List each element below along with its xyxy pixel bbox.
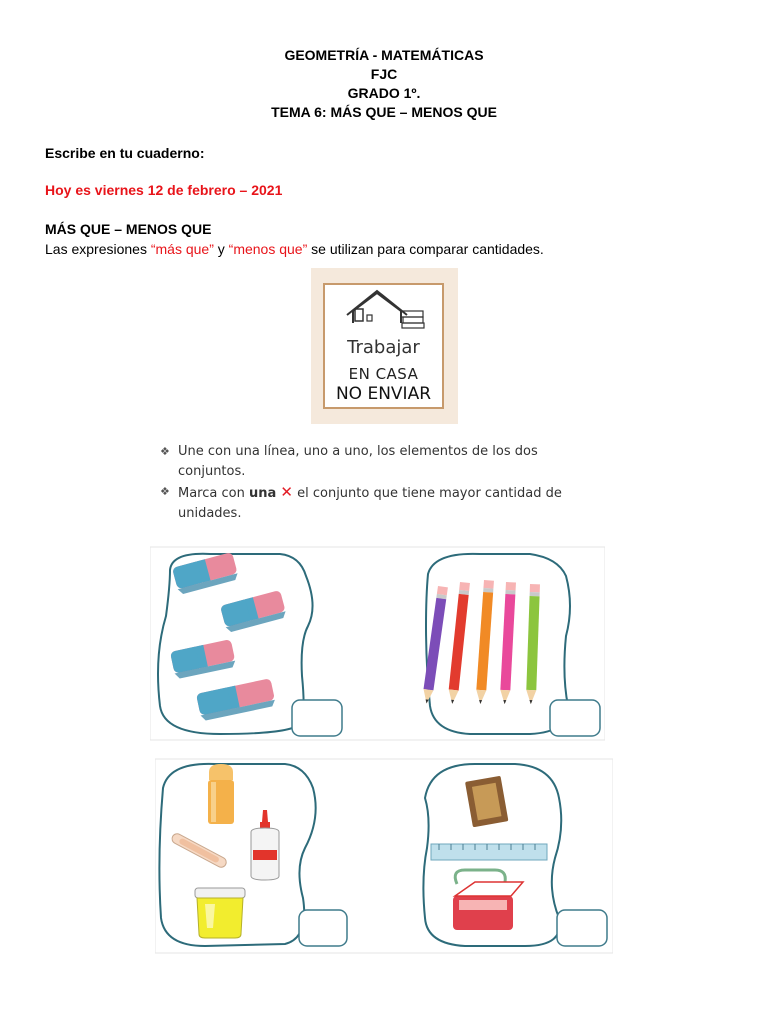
intro-text-1: Las expresiones: [45, 241, 151, 257]
ruler-icon: [431, 844, 547, 860]
intro-text-3: se utilizan para comparar cantidades.: [307, 241, 544, 257]
intro-text-2: y: [213, 241, 229, 257]
stamp-en-casa-text: EN CASA: [348, 365, 419, 383]
exercise-row-1: [150, 546, 605, 741]
stamp-frame: [323, 283, 444, 409]
instruction-item-2-text-2: el conjunto que tiene mayor cantidad de unidades.: [178, 486, 562, 521]
set-outline-pencils: [426, 554, 570, 734]
document-header: [0, 46, 768, 122]
intro-paragraph: [45, 241, 544, 257]
exercise-row-2: [155, 758, 613, 954]
answer-box-pencils: [550, 700, 600, 736]
instruction-item-2-text-1: Marca con: [178, 486, 249, 501]
diamond-bullet-icon: ❖: [160, 485, 170, 498]
header-topic: TEMA 6: MÁS QUE – MENOS QUE: [271, 104, 497, 120]
intro-mas-que: “más que”: [150, 241, 214, 257]
work-at-home-stamp: [311, 268, 458, 424]
instruction-una: una: [248, 486, 277, 501]
answer-box-supplies-a: [299, 910, 347, 946]
answer-box-supplies-b: [557, 910, 607, 946]
instruction-item-2: [160, 482, 600, 524]
stamp-no-enviar-text: NO ENVIAR: [335, 384, 432, 404]
instruction-item-1-text: Une con una línea, uno a uno, los elementos de los dos conjuntos.: [178, 444, 538, 479]
stamp-trabajar-text: Trabajar: [347, 337, 420, 358]
x-mark-icon: ✕: [280, 483, 293, 501]
answer-box-erasers: [292, 700, 342, 736]
intro-menos-que: “menos que”: [228, 241, 308, 257]
section-title: MÁS QUE – MENOS QUE: [45, 221, 212, 237]
header-school: FJC: [370, 66, 398, 82]
exercise-instructions: [160, 442, 600, 524]
header-grade: GRADO 1º.: [347, 85, 421, 101]
instruction-item-1: [160, 442, 600, 482]
glue-stick-icon: [208, 764, 234, 824]
instruction-text: Escribe en tu cuaderno:: [45, 145, 205, 161]
diamond-bullet-icon: ❖: [160, 445, 170, 458]
date-line: Hoy es viernes 12 de febrero – 2021: [45, 182, 283, 198]
house-books-icon: [325, 285, 442, 337]
paint-jar-icon: [195, 888, 245, 938]
header-subject: GEOMETRÍA - MATEMÁTICAS: [284, 47, 484, 63]
